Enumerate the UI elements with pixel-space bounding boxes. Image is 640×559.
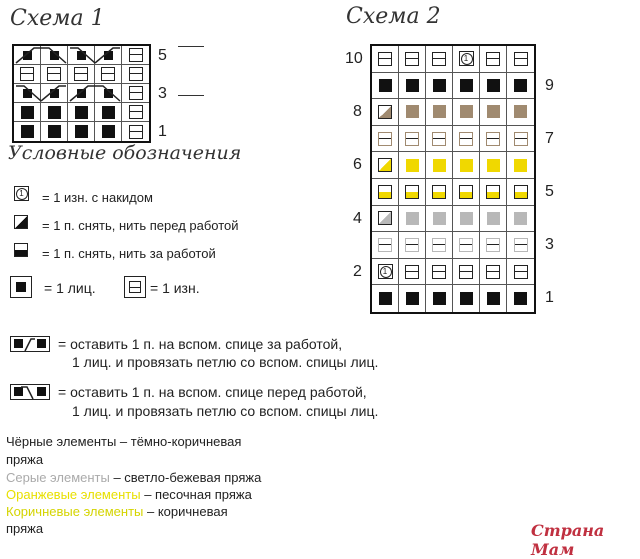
scheme2-cell [507, 179, 534, 206]
purl-stitch-icon [378, 238, 392, 252]
scheme2-cell [426, 232, 453, 259]
slip-back-icon [14, 243, 28, 257]
scheme2-cell [453, 179, 480, 206]
scheme1-line [178, 46, 204, 47]
scheme1-cell [122, 103, 149, 122]
scheme2-cell [507, 285, 534, 312]
cable-right-note-line1: = оставить 1 п. на вспом. спице за работой, [58, 336, 343, 352]
scheme1-cell [95, 122, 122, 141]
grey-elements-note: Серые элементы – светло-бежевая пряжа [6, 470, 262, 485]
scheme2-row-number-right: 3 [545, 236, 554, 254]
scheme2-cell [453, 259, 480, 286]
knit-stitch-icon [379, 79, 392, 92]
cable-right-stitch-icon [95, 84, 122, 103]
scheme2-cell [372, 232, 399, 259]
slip-back-stitch-icon [514, 185, 528, 199]
scheme2-row [372, 73, 534, 100]
knit-stitch-icon [75, 125, 88, 138]
cable-line [68, 84, 95, 103]
scheme2-cell [480, 46, 507, 73]
scheme2-row [372, 179, 534, 206]
purl-stitch-icon [432, 265, 446, 279]
black-elements-note: Чёрные элементы – тёмно-коричневая [6, 434, 242, 449]
slip-back-stitch-icon [459, 185, 473, 199]
scheme1-cell [68, 65, 95, 84]
scheme2-cell [399, 179, 426, 206]
knit-stitch-icon [514, 292, 527, 305]
purl-stitch-icon [405, 238, 419, 252]
cable-right-note-line2: 1 лиц. и провязать петлю со вспом. спицы лиц. [72, 354, 379, 370]
scheme2-cell [507, 126, 534, 153]
cable-left-stitch-icon [14, 84, 41, 103]
knit-stitch-icon [48, 106, 61, 119]
orange-elements-note: Оранжевые элементы – песочная пряжа [6, 487, 252, 502]
scheme2-title: Схема 2 [346, 4, 441, 29]
knit-stitch-icon [514, 159, 527, 172]
scheme1-cell [41, 103, 68, 122]
cable-left-stitch-icon [41, 84, 68, 103]
scheme2-cell [480, 99, 507, 126]
purl-stitch-icon [432, 52, 446, 66]
slip-front-stitch-icon [378, 105, 392, 119]
knit-stitch-icon [75, 106, 88, 119]
knit-stitch-icon [514, 105, 527, 118]
cable-right-stitch-icon [68, 84, 95, 103]
slip-back-stitch-icon [378, 185, 392, 199]
scheme2-cell [372, 46, 399, 73]
scheme2-cell [507, 73, 534, 100]
purl-stitch-icon [405, 132, 419, 146]
scheme2-cell [426, 46, 453, 73]
scheme2-cell [372, 206, 399, 233]
cable-line [14, 46, 41, 65]
knit-stitch-icon [433, 159, 446, 172]
scheme1-cell [68, 103, 95, 122]
scheme2-cell [480, 152, 507, 179]
scheme2-cell [426, 99, 453, 126]
legend-slip-front-text: = 1 п. снять, нить перед работой [42, 218, 239, 233]
scheme2-cell [480, 126, 507, 153]
purl-stitch-icon [486, 238, 500, 252]
cable-line [68, 46, 95, 65]
scheme1-title: Схема 1 [10, 6, 105, 31]
knit-stitch-icon [48, 125, 61, 138]
scheme2-cell [480, 206, 507, 233]
knit-stitch-icon [487, 292, 500, 305]
knit-stitch-icon [406, 292, 419, 305]
cable-line [41, 46, 68, 65]
knit-icon [16, 282, 26, 292]
scheme1-cell [14, 122, 41, 141]
scheme2-row [372, 99, 534, 126]
scheme2-cell [453, 285, 480, 312]
scheme2-row-number-right: 5 [545, 183, 554, 200]
knit-stitch-icon [406, 159, 419, 172]
scheme1-cell [41, 122, 68, 141]
scheme2-cell [480, 232, 507, 259]
knit-stitch-icon [21, 106, 34, 119]
knit-stitch-icon [102, 125, 115, 138]
brown-elements-note: Коричневые элементы – коричневая [6, 504, 228, 519]
knit-stitch-icon [460, 79, 473, 92]
cable-left-cross-icon [10, 384, 50, 400]
scheme1-row [14, 46, 149, 65]
scheme2-cell [507, 206, 534, 233]
purl-stitch-icon [405, 265, 419, 279]
scheme2-cell [426, 179, 453, 206]
brown-elements-note-cont: пряжа [6, 521, 44, 536]
scheme2-cell [372, 285, 399, 312]
scheme2-cell [453, 232, 480, 259]
knit-stitch-icon [514, 212, 527, 225]
scheme2-cell [426, 73, 453, 100]
scheme1-row-number: 1 [158, 123, 167, 140]
purl-stitch-icon [129, 67, 143, 81]
scheme2-row [372, 126, 534, 153]
knit-stitch-icon [21, 125, 34, 138]
scheme2-cell [426, 152, 453, 179]
scheme2-cell [453, 126, 480, 153]
scheme2-row [372, 152, 534, 179]
knit-stitch-icon [460, 159, 473, 172]
cable-line [95, 46, 122, 65]
knit-stitch-icon [433, 79, 446, 92]
scheme1-cell [68, 122, 95, 141]
knit-stitch-icon [433, 105, 446, 118]
purl-stitch-icon [378, 132, 392, 146]
knit-stitch-icon [487, 79, 500, 92]
knit-stitch-icon [406, 105, 419, 118]
purl-stitch-icon [20, 67, 34, 81]
scheme1-cell [122, 84, 149, 103]
scheme2-cell [399, 259, 426, 286]
scheme2-cell [372, 73, 399, 100]
slip-back-stitch-icon [486, 185, 500, 199]
scheme2-cell [372, 126, 399, 153]
knit-stitch-icon [102, 106, 115, 119]
scheme1-cell [95, 103, 122, 122]
scheme2-cell [372, 179, 399, 206]
yarn-over-stitch-icon: 1 [378, 264, 393, 279]
purl-stitch-icon [405, 52, 419, 66]
scheme2-row-number-right: 1 [545, 289, 554, 307]
cable-line [41, 84, 68, 103]
purl-stitch-icon [129, 48, 143, 62]
scheme2-cell [480, 73, 507, 100]
scheme1-row [14, 65, 149, 84]
scheme2-cell [453, 46, 480, 73]
scheme2-cell [399, 126, 426, 153]
purl-stitch-icon [432, 238, 446, 252]
scheme2-cell [453, 152, 480, 179]
knit-stitch-icon [460, 292, 473, 305]
cable-left-note-line2: 1 лиц. и провязать петлю со вспом. спицы лиц. [72, 403, 379, 419]
slip-front-stitch-icon [378, 211, 392, 225]
scheme1-row-number: 5 [158, 47, 167, 64]
purl-stitch-icon [486, 52, 500, 66]
knit-stitch-icon [487, 212, 500, 225]
purl-stitch-icon [378, 52, 392, 66]
scheme2-cell [399, 99, 426, 126]
yarn-over-icon: 1 [14, 186, 29, 201]
knit-stitch-icon [460, 212, 473, 225]
knit-stitch-icon [379, 292, 392, 305]
slip-back-stitch-icon [405, 185, 419, 199]
slip-back-stitch-icon [432, 185, 446, 199]
scheme1-cell [122, 46, 149, 65]
scheme2-row-number-right: 7 [545, 129, 554, 147]
scheme2-cell [480, 259, 507, 286]
cable-line [14, 84, 41, 103]
scheme2-cell [372, 259, 399, 286]
purl-icon-box [124, 276, 146, 298]
knit-stitch-icon [433, 292, 446, 305]
purl-stitch-icon [47, 67, 61, 81]
purl-stitch-icon [514, 132, 528, 146]
scheme2-row-number-left: 6 [353, 156, 362, 174]
cable-right-stitch-icon [41, 46, 68, 65]
scheme1-cell [122, 65, 149, 84]
purl-stitch-icon [514, 52, 528, 66]
knit-stitch-icon [514, 79, 527, 92]
scheme1-cell [14, 103, 41, 122]
purl-stitch-icon [129, 125, 143, 139]
scheme2-cell [399, 232, 426, 259]
scheme2-cell [453, 206, 480, 233]
scheme2-cell [480, 285, 507, 312]
legend-slip-back-text: = 1 п. снять, нить за работой [42, 246, 216, 261]
slip-front-stitch-icon [378, 158, 392, 172]
scheme2-row-number-left: 2 [353, 262, 362, 280]
purl-stitch-icon [459, 132, 473, 146]
scheme1-row-number: 3 [158, 85, 167, 102]
scheme1-cell [14, 65, 41, 84]
knit-stitch-icon [433, 212, 446, 225]
purl-icon [129, 281, 141, 293]
scheme2-cell [426, 285, 453, 312]
scheme1-line [178, 95, 204, 96]
knit-stitch-icon [460, 105, 473, 118]
scheme2-cell [399, 152, 426, 179]
purl-stitch-icon [129, 86, 143, 100]
purl-stitch-icon [432, 132, 446, 146]
scheme2-row [372, 285, 534, 312]
scheme2-cell [372, 152, 399, 179]
legend-title: Условные обозначения [8, 142, 242, 164]
scheme1-row [14, 122, 149, 141]
knit-stitch-icon [487, 105, 500, 118]
knit-stitch-icon [406, 212, 419, 225]
scheme2-cell [453, 99, 480, 126]
scheme2-row-number-left: 10 [345, 50, 363, 67]
scheme2-cell [399, 206, 426, 233]
scheme1-grid [12, 44, 151, 143]
scheme2-cell [426, 259, 453, 286]
legend-purl-text: = 1 изн. [150, 280, 200, 296]
scheme2-cell [426, 126, 453, 153]
scheme2-cell [507, 46, 534, 73]
scheme2-row [372, 206, 534, 233]
cable-left-stitch-icon [68, 46, 95, 65]
scheme2-row-number-left: 8 [353, 103, 362, 121]
knit-stitch-icon [487, 159, 500, 172]
purl-stitch-icon [459, 238, 473, 252]
yarn-over-stitch-icon: 1 [459, 51, 474, 66]
scheme2-grid [370, 44, 536, 314]
scheme2-row [372, 232, 534, 259]
cable-right-stitch-icon [14, 46, 41, 65]
purl-stitch-icon [129, 105, 143, 119]
scheme2-cell [507, 99, 534, 126]
scheme2-cell [507, 259, 534, 286]
scheme2-row-number-right: 9 [545, 76, 554, 94]
scheme1-cell [122, 122, 149, 141]
purl-stitch-icon [486, 265, 500, 279]
purl-stitch-icon [74, 67, 88, 81]
scheme2-cell [426, 206, 453, 233]
scheme1-cell [95, 65, 122, 84]
cable-line [95, 84, 122, 103]
scheme2-row-number-left: 4 [353, 209, 362, 227]
cable-left-stitch-icon [95, 46, 122, 65]
scheme2-cell [507, 152, 534, 179]
legend-knit-text: = 1 лиц. [44, 280, 96, 296]
slip-front-icon [14, 215, 28, 229]
legend-yarn-over-text: = 1 изн. с накидом [42, 190, 153, 205]
watermark: Страна Мам [531, 521, 605, 559]
scheme1-row [14, 103, 149, 122]
scheme1-row [14, 84, 149, 103]
knit-stitch-icon [406, 79, 419, 92]
scheme2-cell [453, 73, 480, 100]
scheme2-cell [399, 46, 426, 73]
black-elements-note-cont: пряжа [6, 452, 44, 467]
purl-stitch-icon [514, 238, 528, 252]
scheme2-cell [399, 73, 426, 100]
cable-right-cross-icon [10, 336, 50, 352]
scheme1-cell [41, 65, 68, 84]
scheme2-cell [399, 285, 426, 312]
scheme2-cell [480, 179, 507, 206]
scheme2-cell [372, 99, 399, 126]
scheme2-row [372, 259, 534, 286]
purl-stitch-icon [101, 67, 115, 81]
scheme2-cell [507, 232, 534, 259]
purl-stitch-icon [514, 265, 528, 279]
knit-icon-box [10, 276, 32, 298]
purl-stitch-icon [459, 265, 473, 279]
cable-left-note-line1: = оставить 1 п. на вспом. спице перед работой, [58, 384, 367, 400]
scheme2-row [372, 46, 534, 73]
purl-stitch-icon [486, 132, 500, 146]
